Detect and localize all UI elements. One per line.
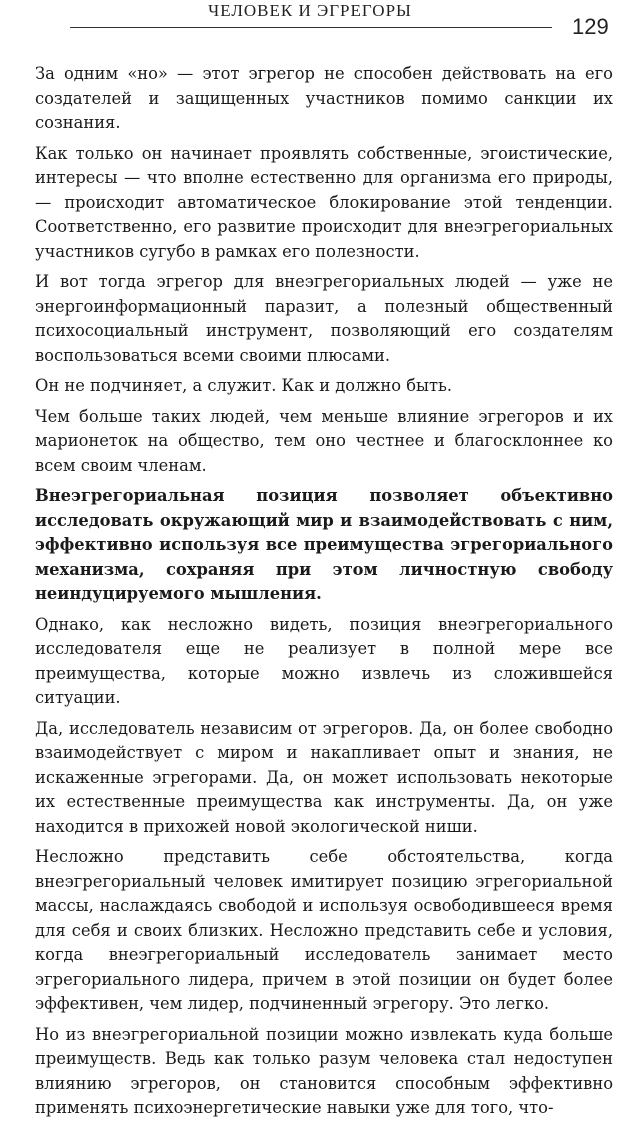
- paragraph-1: За одним «но» — этот эгрегор не способен действовать на его создателей и защищенных участников помимо санкции их сознания.: [35, 64, 613, 132]
- paragraph-4: Он не подчиняет, а служит. Как и должно быть.: [35, 376, 453, 395]
- paragraph-8: Да, исследователь независим от эгрегоров. Да, он более свободно взаимодействует с миром и накапливает опыт и знания, не искаженные эгрегорами. Да, он может использовать некоторые их естественные преимущества как инструменты. Да, он уже находится в прихожей новой экологической ниши.: [35, 718, 613, 836]
- paragraph-9: Несложно представить себе обстоятельства, когда внеэгрегориальный человек имитирует позицию эгрегориальной массы, наслаждаясь свободой и используя освободившееся время для себя и своих близких. Несложно представить себе и условия, когда внеэгрегориальный исследователь занимает место эгрегориального лидера, причем в этой позиции он будет более эффективен, чем лидер, подчиненный эгрегору. Это легко.: [35, 847, 613, 1013]
- paragraph-10: Но из внеэгрегориальной позиции можно извлекать куда больше преимуществ. Ведь как только разум человека стал недоступен влиянию эгрегоров, он становится способным эффективно применять психоэнергетические навыки уже для того, что-: [35, 1024, 613, 1117]
- paragraph-6-bold: Внеэгрегориальная позиция позволяет объективно исследовать окружающий мир и взаимодействовать с ним, эффективно используя все преимущества эгрегориального механизма, сохраняя при этом личностную свободу неиндуцируемого мышления.: [35, 486, 613, 603]
- paragraph-3: И вот тогда эгрегор для внеэгрегориальных людей — уже не энергоинформационный паразит, а полезный общественный психосоциальный инструмент, позволяющий его создателям воспользоваться всеми своими плюсами.: [35, 272, 613, 365]
- paragraph-5: Чем больше таких людей, чем меньше влияние эгрегоров и их марионеток на общество, тем оно честнее и благосклоннее ко всем своим членам.: [35, 406, 613, 475]
- header-rule: [70, 27, 552, 28]
- paragraph-2: Как только он начинает проявлять собственные, эгоистические, интересы — что вполне естественно для организма его природы, — происходит автоматическое блокирование этой тенденции. Соответственно, его развитие происходит для внеэгрегориальных участников сугубо в рамках его полезности.: [35, 143, 613, 261]
- page-body: [35, 62, 613, 1127]
- running-title: ЧЕЛОВЕК И ЭГРЕГОРЫ: [208, 1, 412, 20]
- page-number: 129: [572, 14, 609, 39]
- paragraph-7: Однако, как несложно видеть, позиция внеэгрегориального исследователя еще не реализует в полной мере все преимущества, которые можно извлечь из сложившейся ситуации.: [35, 614, 613, 707]
